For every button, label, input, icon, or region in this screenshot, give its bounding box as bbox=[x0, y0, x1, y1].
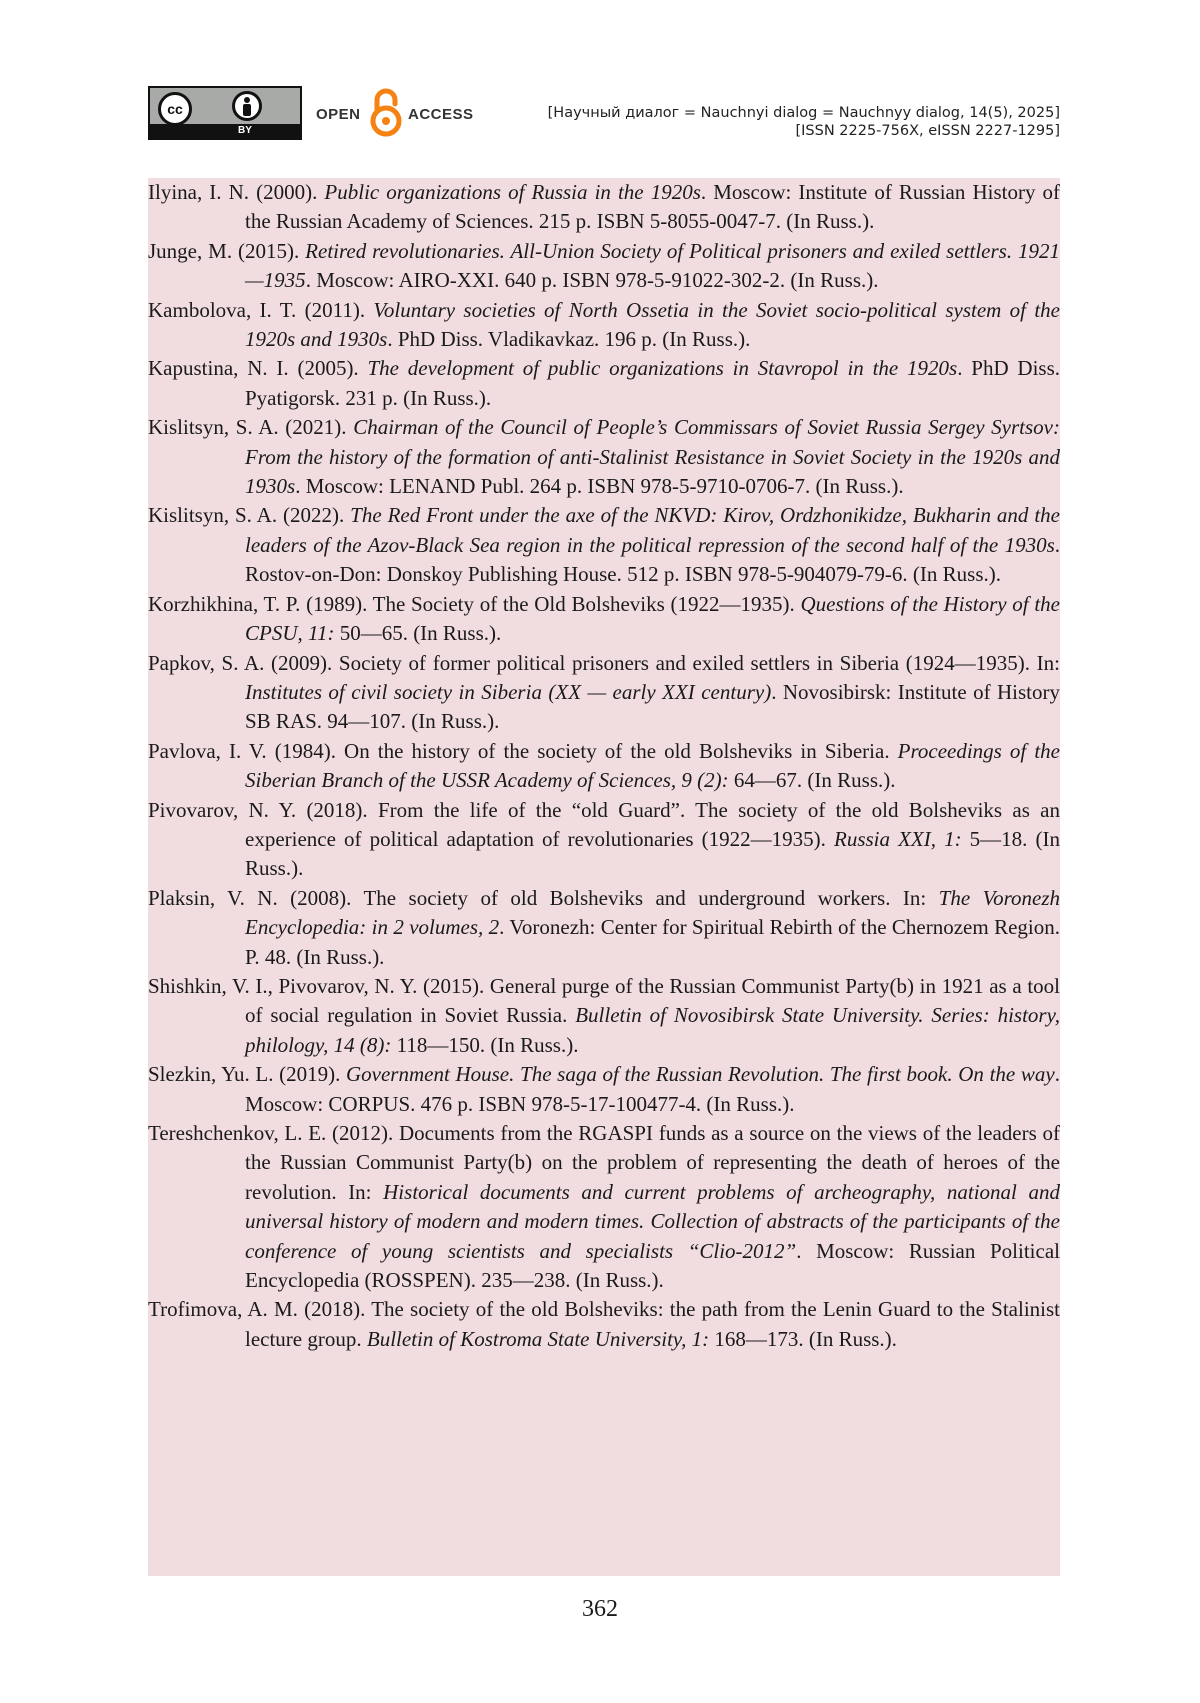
reference-title: Chairman of the Council of People’s Commissars of Soviet Russia Sergey Syrtsov: From the history of the formation of anti-Stalinist Resistance in Soviet Society in the 1920s and 1930s bbox=[245, 415, 1060, 498]
reference-details: 5—18. (In Russ.). bbox=[245, 827, 1060, 880]
reference-authors: Plaksin, V. N. (2008). The society of old Bolsheviks and underground workers. In: bbox=[148, 886, 939, 910]
reference-details: . Moscow: LENAND Publ. 264 p. ISBN 978-5-9710-0706-7. (In Russ.). bbox=[295, 474, 903, 498]
open-access-left-word: OPEN bbox=[316, 106, 361, 123]
reference-entry bbox=[148, 413, 1060, 501]
reference-authors: Kislitsyn, S. A. (2022). bbox=[148, 503, 350, 527]
reference-title: Government House. The saga of the Russian Revolution. The first book. On the way bbox=[346, 1062, 1055, 1086]
reference-authors: Pavlova, I. V. (1984). On the history of the society of the old Bolsheviks in Siberia. bbox=[148, 739, 898, 763]
reference-details: 50—65. (In Russ.). bbox=[334, 621, 501, 645]
reference-title: The development of public organizations in Stavropol in the 1920s bbox=[367, 356, 957, 380]
reference-authors: Slezkin, Yu. L. (2019). bbox=[148, 1062, 346, 1086]
reference-entry bbox=[148, 796, 1060, 884]
reference-details: 118—150. (In Russ.). bbox=[391, 1033, 578, 1057]
reference-title: Voluntary societies of North Ossetia in the Soviet socio-political system of the 1920s and 1930s bbox=[245, 298, 1060, 351]
reference-title: The Voronezh Encyclopedia: in 2 volumes, 2 bbox=[245, 886, 1060, 939]
reference-entry bbox=[148, 1119, 1060, 1295]
reference-entry bbox=[148, 884, 1060, 972]
reference-authors: Trofimova, A. M. (2018). The society of the old Bolsheviks: the path from the Lenin Guard to the Stalinist lecture group. bbox=[148, 1297, 1060, 1350]
reference-entry bbox=[148, 649, 1060, 737]
reference-authors: Kambolova, I. T. (2011). bbox=[148, 298, 373, 322]
open-access-right-word: ACCESS bbox=[408, 106, 474, 123]
reference-details: . Moscow: Russian Political Encyclopedia (ROSSPEN). 235—238. (In Russ.). bbox=[245, 1239, 1060, 1292]
reference-authors: Pivovarov, N. Y. (2018). From the life of the “old Guard”. The society of the old Bolsheviks as an experience of political adaptation of revolutionaries (1922—1935). bbox=[148, 798, 1060, 851]
reference-title: Historical documents and current problems of archeography, national and universal history of modern and modern times. Collection of abstracts of the participants of the conference of young scientists and specialists “Clio-2012” bbox=[245, 1180, 1060, 1263]
reference-title: Bulletin of Novosibirsk State University. Series: history, philology, 14 (8): bbox=[245, 1003, 1060, 1056]
reference-authors: Junge, M. (2015). bbox=[148, 239, 305, 263]
reference-authors: Shishkin, V. I., Pivovarov, N. Y. (2015). General purge of the Russian Communist Party(b) in 1921 as a tool of social regulation in Soviet Russia. bbox=[148, 974, 1060, 1027]
reference-title: Retired revolutionaries. All-Union Society of Political prisoners and exiled settlers. 1921—1935 bbox=[245, 239, 1060, 292]
reference-details: . Novosibirsk: Institute of History SB RAS. 94—107. (In Russ.). bbox=[245, 680, 1060, 733]
journal-info bbox=[548, 104, 1060, 140]
reference-details: 168—173. (In Russ.). bbox=[709, 1327, 897, 1351]
reference-title: Institutes of civil society in Siberia (XX — early XXI century) bbox=[245, 680, 771, 704]
reference-authors: Papkov, S. A. (2009). Society of former political prisoners and exiled settlers in Siberia (1924—1935). In: bbox=[148, 651, 1060, 675]
reference-details: . Moscow: AIRO-XXI. 640 p. ISBN 978-5-91022-302-2. (In Russ.). bbox=[306, 268, 879, 292]
reference-title: Public organizations of Russia in the 1920s bbox=[324, 180, 700, 204]
page-number: 362 bbox=[0, 1596, 1200, 1623]
reference-authors: Kislitsyn, S. A. (2021). bbox=[148, 415, 353, 439]
reference-authors: Korzhikhina, T. P. (1989). The Society of the Old Bolsheviks (1922—1935). bbox=[148, 592, 800, 616]
reference-details: . Moscow: CORPUS. 476 p. ISBN 978-5-17-100477-4. (In Russ.). bbox=[245, 1062, 1060, 1115]
reference-title: The Red Front under the axe of the NKVD: Kirov, Ordzhonikidze, Bukharin and the leaders of the Azov-Black Sea region in the political repression of the second half of the 1930s bbox=[245, 503, 1060, 556]
journal-issn: [ISSN 2225-756X, eISSN 2227-1295] bbox=[548, 122, 1060, 140]
reference-entry bbox=[148, 501, 1060, 589]
badge-by-label: BY bbox=[238, 124, 252, 138]
open-access-lock-icon bbox=[368, 86, 404, 138]
reference-entry bbox=[148, 354, 1060, 413]
reference-entry bbox=[148, 237, 1060, 296]
reference-details: . PhD Diss. Pyatigorsk. 231 p. (In Russ.). bbox=[245, 356, 1060, 409]
reference-details: . PhD Diss. Vladikavkaz. 196 p. (In Russ.). bbox=[387, 327, 750, 351]
reference-authors: Kapustina, N. I. (2005). bbox=[148, 356, 367, 380]
reference-entry bbox=[148, 178, 1060, 237]
reference-title: Bulletin of Kostroma State University, 1: bbox=[367, 1327, 709, 1351]
reference-title: Russia XXI, 1: bbox=[834, 827, 962, 851]
reference-details: . Moscow: Institute of Russian History of the Russian Academy of Sciences. 215 p. ISBN 5-8055-0047-7. (In Russ.). bbox=[245, 180, 1060, 233]
reference-authors: Ilyina, I. N. (2000). bbox=[148, 180, 324, 204]
references-list bbox=[148, 178, 1060, 1576]
creative-commons-icon: cc bbox=[158, 92, 192, 126]
reference-details: . Voronezh: Center for Spiritual Rebirth of the Chernozem Region. P. 48. (In Russ.). bbox=[245, 915, 1060, 968]
badge-band bbox=[150, 124, 300, 138]
reference-authors: Tereshchenkov, L. E. (2012). Documents from the RGASPI funds as a source on the views of the leaders of the Russian Communist Party(b) on the problem of representing the death of heroes of the revolution. In: bbox=[148, 1121, 1060, 1204]
reference-entry bbox=[148, 1060, 1060, 1119]
reference-entry bbox=[148, 972, 1060, 1060]
page-header bbox=[148, 86, 1060, 144]
reference-title: Proceedings of the Siberian Branch of the USSR Academy of Sciences, 9 (2): bbox=[245, 739, 1060, 792]
reference-details: 64—67. (In Russ.). bbox=[729, 768, 896, 792]
cc-by-license-badge[interactable] bbox=[148, 86, 302, 140]
reference-entry bbox=[148, 737, 1060, 796]
reference-entry bbox=[148, 1295, 1060, 1354]
attribution-person-icon bbox=[232, 91, 262, 121]
reference-details: . Rostov-on-Don: Donskoy Publishing House. 512 p. ISBN 978-5-904079-79-6. (In Russ.). bbox=[245, 533, 1060, 586]
reference-title: Questions of the History of the CPSU, 11: bbox=[245, 592, 1060, 645]
reference-entry bbox=[148, 296, 1060, 355]
journal-citation: [Научный диалог = Nauchnyi dialog = Nauchnyy dialog, 14(5), 2025] bbox=[548, 104, 1060, 122]
reference-entry bbox=[148, 590, 1060, 649]
